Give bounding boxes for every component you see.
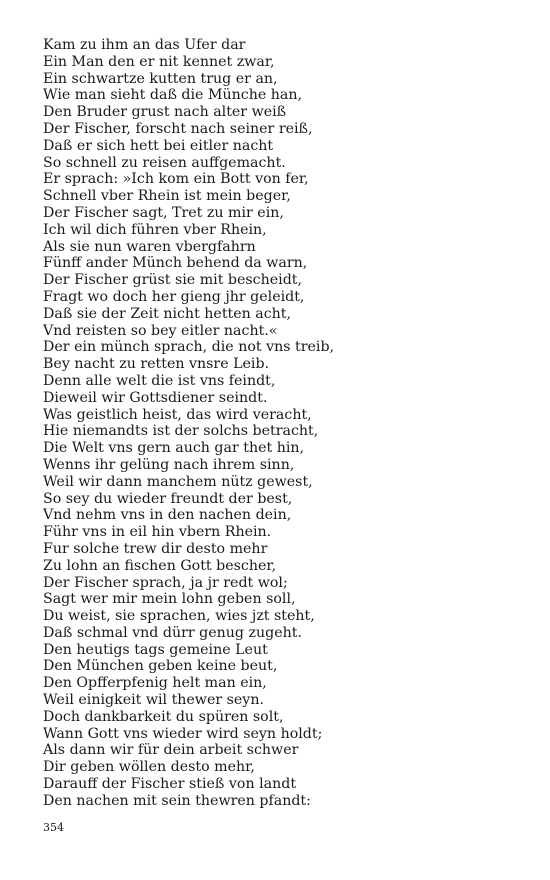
poem-line: Kam zu ihm an das Ufer dar [43,37,246,53]
poem-line: Ich wil dich führen vber Rhein, [43,221,267,238]
poem-line: Schnell vber Rhein ist mein beger, [43,188,291,205]
poem-line: Darauff der Fischer stieß von landt [43,776,297,793]
poem-line: Den Opfferpfenig helt man ein, [43,675,267,692]
poem-line: Den Bruder grust nach alter weiß [43,104,287,121]
poem-line: Fragt wo doch her gieng jhr geleidt, [43,288,305,305]
poem-line: Wenns ihr gelüng nach ihrem sinn, [43,456,295,473]
poem-line: Fünff ander Münch behend da warn, [43,255,308,272]
poem-line: Dir geben wöllen desto mehr, [43,759,255,776]
poem-line: Hie niemandts ist der solchs betracht, [43,423,319,440]
poem-line: Als dann wir für dein arbeit schwer [43,742,299,759]
poem-line: Führ vns in eil hin vbern Rhein. [43,524,272,541]
poem-line: Vnd reisten so bey eitler nacht.« [43,322,278,339]
poem-line: Zu lohn an fischen Gott bescher, [43,557,277,574]
poem-line: Vnd nehm vns in den nachen dein, [43,507,292,524]
poem-line: Bey nacht zu retten vnsre Leib. [43,356,270,373]
page-number: 354 [43,821,64,834]
poem-line: Weil wir dann manchem nütz gewest, [43,473,313,490]
poem-line: Der Fischer grüst sie mit bescheidt, [43,272,302,289]
poem-line: Was geistlich heist, das wird veracht, [43,406,312,423]
poem-line: Er sprach: »Ich kom ein Bott von fer, [43,171,309,188]
poem-line: Der Fischer, forscht nach seiner reiß, [43,120,313,137]
poem-line: Als sie nun waren vbergfahrn [43,238,256,255]
poem-line: Daß er sich hett bei eitler nacht [43,137,274,154]
poem-line: Weil einigkeit wil thewer seyn. [43,692,264,709]
poem-line: Ein schwartze kutten trug er an, [43,70,278,87]
poem-line: Die Welt vns gern auch gar thet hin, [43,440,305,457]
poem-line: Du weist, sie sprachen, wies jzt steht, [43,608,315,625]
poem-line: So schnell zu reisen auffgemacht. [43,154,286,171]
poem-line: Doch dankbarkeit du spüren solt, [43,708,284,725]
poem-line: Den heutigs tags gemeine Leut [43,641,268,658]
poem-line: Daß schmal vnd dürr genug zugeht. [43,624,302,641]
poem-text [43,37,523,810]
poem-line: Denn alle welt die ist vns feindt, [43,372,276,389]
poem-line: Dieweil wir Gottsdiener seindt. [43,389,268,406]
poem-line: Daß sie der Zeit nicht hetten acht, [43,305,292,322]
poem-line: Sagt wer mir mein lohn geben soll, [43,591,296,608]
poem-line: Wie man sieht daß die Münche han, [43,87,302,104]
poem-line: Der Fischer sprach, ja jr redt wol; [43,574,288,591]
poem-line: Der Fischer sagt, Tret zu mir ein, [43,204,284,221]
poem-line: Den nachen mit sein thewren pfandt: [43,792,311,809]
poem-line: So sey du wieder freundt der best, [43,490,293,507]
poem-line: Ein Man den er nit kennet zwar, [43,53,275,70]
poem-line: Der ein münch sprach, die not vns treib, [43,339,335,356]
poem-line: Fur solche trew dir desto mehr [43,540,268,557]
poem-line: Wann Gott vns wieder wird seyn holdt; [43,725,323,742]
poem-line: Den München geben keine beut, [43,658,278,675]
